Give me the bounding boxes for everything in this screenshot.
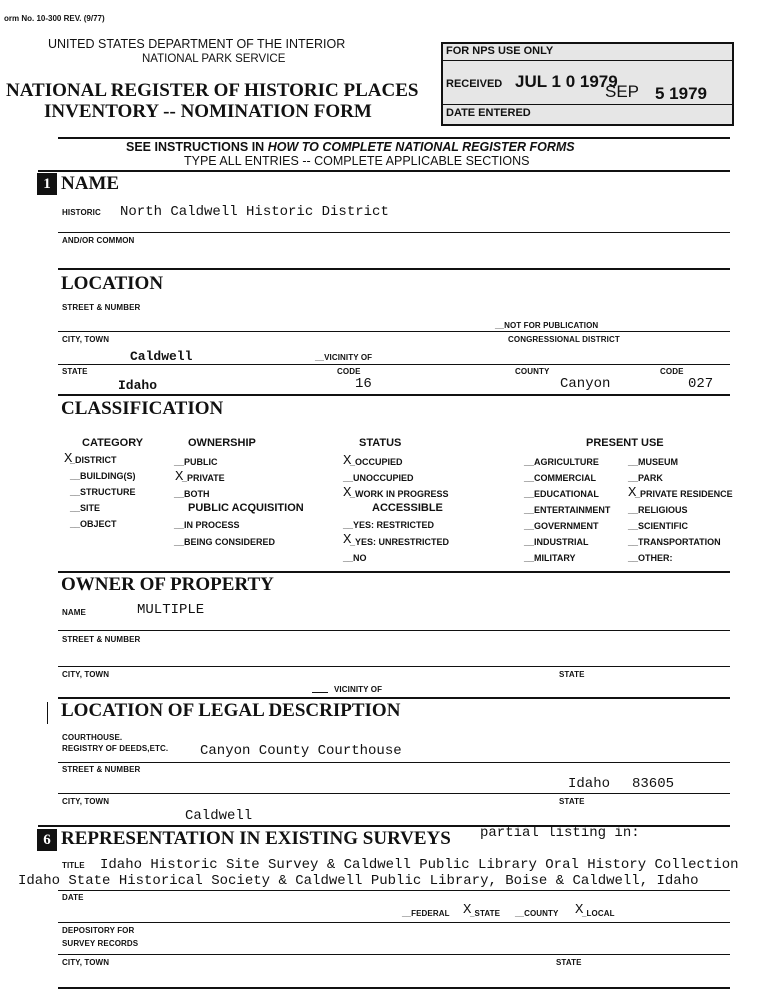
public-acquisition-heading: PUBLIC ACQUISITION — [188, 502, 304, 514]
state-field[interactable]: Idaho — [118, 378, 158, 393]
legal-state-field[interactable]: Idaho — [568, 776, 611, 792]
use-other[interactable]: __OTHER: — [628, 553, 673, 563]
use-entertainment[interactable]: __ENTERTAINMENT — [524, 505, 611, 515]
historic-label: HISTORIC — [62, 208, 101, 217]
city-field[interactable]: Caldwell — [130, 349, 193, 364]
ownership-heading: OWNERSHIP — [188, 437, 256, 449]
state-code-field[interactable]: 16 — [355, 376, 372, 392]
category-heading: CATEGORY — [82, 437, 144, 449]
depository-label-1: DEPOSITORY FOR — [62, 926, 135, 935]
instructions-line2: TYPE ALL ENTRIES -- COMPLETE APPLICABLE SECTIONS — [184, 154, 530, 168]
county-field[interactable]: Canyon — [560, 376, 611, 392]
form-title-line1: NATIONAL REGISTER OF HISTORIC PLACES — [6, 80, 419, 101]
section-title-legal-description: LOCATION OF LEGAL DESCRIPTION — [61, 700, 401, 721]
common-name-label: AND/OR COMMON — [62, 236, 135, 245]
work-in-progress-check-mark: X — [343, 485, 352, 501]
use-government[interactable]: __GOVERNMENT — [524, 521, 599, 531]
survey-title-line2[interactable]: Idaho State Historical Society & Caldwell Public Library, Boise & Caldwell, Idaho — [18, 873, 699, 889]
ownership-public[interactable]: __PUBLIC — [174, 457, 218, 467]
legal-street-label: STREET & NUMBER — [62, 765, 141, 774]
survey-date-label: DATE — [62, 893, 84, 902]
state-label: STATE — [62, 367, 88, 376]
service-name: NATIONAL PARK SERVICE — [142, 53, 286, 65]
unrestricted-check-mark: X — [343, 532, 352, 548]
section-title-classification: CLASSIFICATION — [61, 398, 224, 419]
use-industrial[interactable]: __INDUSTRIAL — [524, 537, 589, 547]
category-building[interactable]: __BUILDING(S) — [70, 471, 136, 481]
street-number-label: STREET & NUMBER — [62, 303, 141, 312]
nps-heading: FOR NPS USE ONLY — [446, 45, 554, 57]
ownership-private[interactable]: _PRIVATE — [182, 473, 225, 483]
owner-name-label: NAME — [62, 608, 86, 617]
depository-state-label: STATE — [556, 958, 582, 967]
courthouse-label: COURTHOUSE. — [62, 733, 123, 742]
accessible-restricted[interactable]: __YES: RESTRICTED — [343, 520, 435, 530]
survey-state[interactable]: _STATE — [470, 909, 501, 918]
city-town-label: CITY, TOWN — [62, 335, 110, 344]
form-number: orm No. 10-300 REV. (9/77) — [4, 14, 105, 23]
private-residence-check-mark: X — [628, 485, 637, 501]
vicinity-label[interactable]: __VICINITY OF — [315, 353, 373, 362]
received-date: JUL 1 0 1979 — [515, 72, 618, 91]
use-commercial[interactable]: __COMMERCIAL — [524, 473, 597, 483]
status-occupied[interactable]: _OCCUPIED — [350, 457, 403, 467]
county-code-label: CODE — [660, 367, 684, 376]
survey-local[interactable]: _LOCAL — [582, 909, 615, 918]
category-site[interactable]: __SITE — [70, 503, 101, 513]
use-educational[interactable]: __EDUCATIONAL — [524, 489, 599, 499]
use-transportation[interactable]: __TRANSPORTATION — [628, 537, 721, 547]
status-heading: STATUS — [359, 437, 402, 449]
section-number-1: 1 — [37, 173, 57, 195]
survey-title-line1[interactable]: Idaho Historic Site Survey & Caldwell Public Library Oral History Collection — [100, 857, 739, 873]
depository-city-label: CITY, TOWN — [62, 958, 110, 967]
entered-month: SEP — [605, 82, 640, 101]
present-use-heading: PRESENT USE — [586, 437, 664, 449]
congressional-district-label: CONGRESSIONAL DISTRICT — [508, 335, 620, 344]
section-title-name: NAME — [61, 173, 120, 194]
received-label: RECEIVED — [446, 78, 503, 90]
acquisition-being-considered[interactable]: __BEING CONSIDERED — [174, 537, 276, 547]
not-for-publication[interactable]: __NOT FOR PUBLICATION — [495, 321, 599, 330]
use-scientific[interactable]: __SCIENTIFIC — [628, 521, 689, 531]
survey-federal[interactable]: __FEDERAL — [402, 909, 450, 918]
legal-city-field[interactable]: Caldwell — [185, 808, 253, 824]
state-check-mark: X — [463, 902, 472, 918]
nps-use-box — [441, 42, 734, 126]
depository-label-2: SURVEY RECORDS — [62, 939, 139, 948]
legal-city-label: CITY, TOWN — [62, 797, 110, 806]
owner-vicinity-label[interactable]: VICINITY OF — [334, 685, 383, 694]
category-district[interactable]: _DISTRICT — [70, 455, 117, 465]
county-code-field[interactable]: 027 — [688, 376, 714, 392]
use-agriculture[interactable]: __AGRICULTURE — [524, 457, 599, 467]
survey-county[interactable]: __COUNTY — [515, 909, 559, 918]
acquisition-in-process[interactable]: __IN PROCESS — [174, 520, 240, 530]
legal-state-label: STATE — [559, 797, 585, 806]
accessible-unrestricted[interactable]: _YES: UNRESTRICTED — [350, 537, 450, 547]
use-museum[interactable]: __MUSEUM — [628, 457, 679, 467]
historic-name-field[interactable]: North Caldwell Historic District — [120, 204, 389, 220]
section-number-6: 6 — [37, 829, 57, 851]
entered-day: 5 1979 — [655, 84, 707, 103]
private-check-mark: X — [175, 469, 184, 485]
use-private-residence[interactable]: _PRIVATE RESIDENCE — [635, 489, 733, 499]
owner-state-label: STATE — [559, 670, 585, 679]
local-check-mark: X — [575, 902, 584, 918]
section-title-owner: OWNER OF PROPERTY — [61, 574, 274, 595]
use-park[interactable]: __PARK — [628, 473, 663, 483]
use-religious[interactable]: __RELIGIOUS — [628, 505, 688, 515]
owner-name-field[interactable]: MULTIPLE — [137, 602, 205, 618]
use-military[interactable]: __MILITARY — [524, 553, 576, 563]
code-label: CODE — [337, 367, 361, 376]
ownership-both[interactable]: __BOTH — [174, 489, 210, 499]
section-title-surveys: REPRESENTATION IN EXISTING SURVEYS — [61, 828, 451, 849]
accessible-no[interactable]: __NO — [343, 553, 367, 563]
registry-label: REGISTRY OF DEEDS,ETC. — [62, 744, 169, 753]
section-title-location: LOCATION — [61, 273, 164, 294]
district-check-mark: X — [64, 451, 73, 467]
category-object[interactable]: __OBJECT — [70, 519, 117, 529]
survey-title-label: TITLE — [62, 861, 85, 870]
accessible-heading: ACCESSIBLE — [372, 502, 443, 514]
owner-street-label: STREET & NUMBER — [62, 635, 141, 644]
date-entered-label: DATE ENTERED — [446, 107, 531, 119]
form-title-line2: INVENTORY -- NOMINATION FORM — [44, 101, 372, 122]
partial-listing-note: partial listing in: — [480, 825, 640, 841]
courthouse-field[interactable]: Canyon County Courthouse — [200, 743, 402, 759]
category-structure[interactable]: __STRUCTURE — [70, 487, 136, 497]
occupied-check-mark: X — [343, 453, 352, 469]
instructions-line1: SEE INSTRUCTIONS IN HOW TO COMPLETE NATIONAL REGISTER FORMS — [126, 140, 575, 154]
owner-city-label: CITY, TOWN — [62, 670, 110, 679]
county-label: COUNTY — [515, 367, 550, 376]
status-unoccupied[interactable]: __UNOCCUPIED — [343, 473, 414, 483]
status-work-in-progress[interactable]: _WORK IN PROGRESS — [350, 489, 449, 499]
legal-zip-field[interactable]: 83605 — [632, 776, 675, 792]
department-name: UNITED STATES DEPARTMENT OF THE INTERIOR — [48, 37, 346, 51]
